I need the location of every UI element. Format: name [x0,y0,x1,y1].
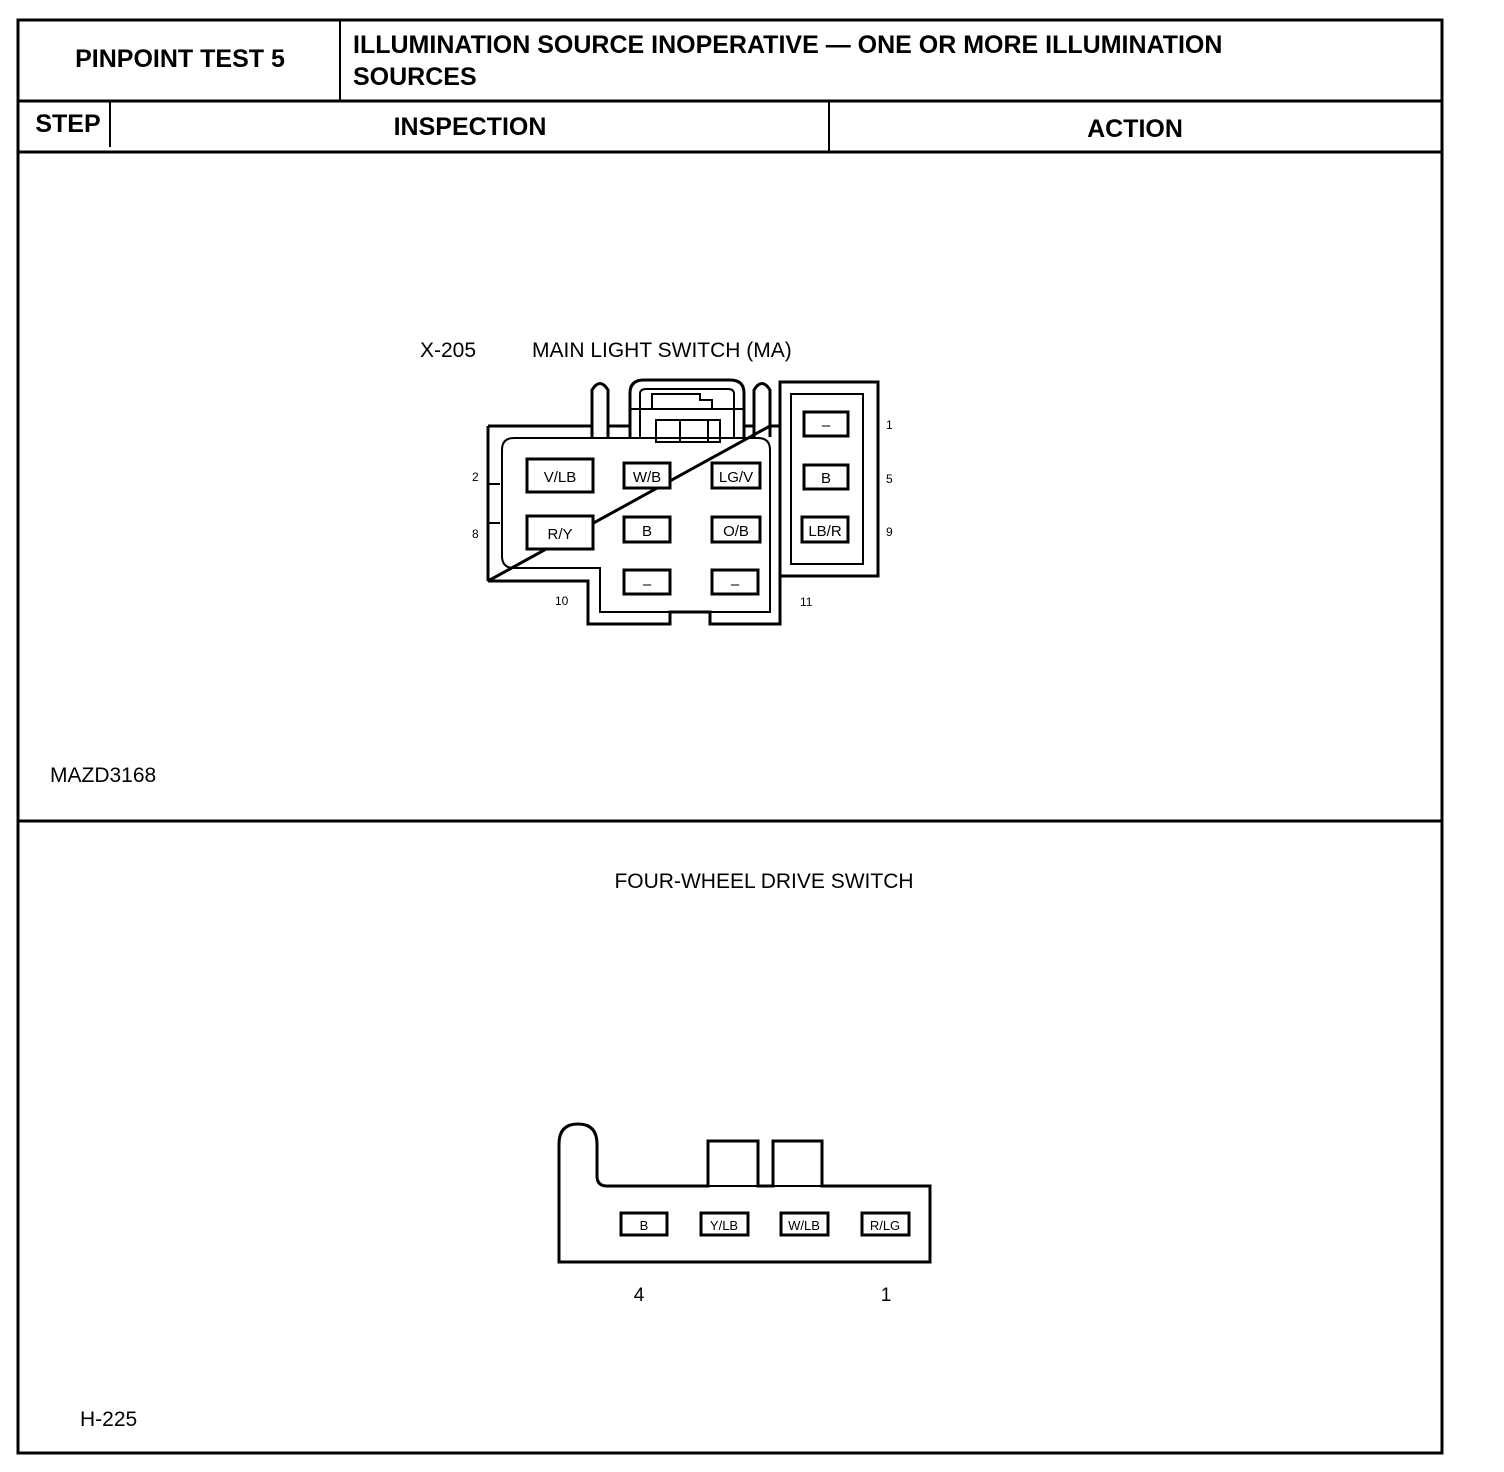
pin-label: LG/V [718,469,754,486]
pin-label: – [730,576,740,593]
pin-number-10: 10 [555,594,569,608]
pin-number-2: 2 [472,470,479,484]
column-inspection: INSPECTION [393,113,547,141]
pin-number-left: 4 [633,1285,645,1306]
pin-label: Y/LB [709,1218,739,1233]
pin-number-5: 5 [886,472,893,486]
pin [701,1213,748,1235]
title-line-2: SOURCES [353,63,477,91]
column-action: ACTION [1087,115,1183,143]
pin [624,463,670,488]
pin-number-9: 9 [886,525,893,539]
figure-id: MAZD3168 [50,764,157,787]
main-light-switch-connector [50,339,893,787]
pin-label: V/LB [543,469,577,486]
connector-id: X-205 [420,339,477,362]
pin [804,412,848,436]
pin-label: – [642,576,652,593]
connector-name: MAIN LIGHT SWITCH (MA) [532,339,792,362]
pin [624,517,670,542]
pin-number-8: 8 [472,527,479,541]
pin [862,1213,909,1235]
pin-number-11: 11 [800,595,813,609]
pin-label: W/LB [788,1218,820,1233]
pin-label: LB/R [808,523,842,540]
pin-label: R/Y [547,526,573,543]
pin-label: B [820,470,832,487]
figure-id: H-225 [80,1408,138,1431]
four-wheel-drive-switch-connector [80,870,930,1431]
pin [712,463,760,488]
pin [621,1213,667,1235]
column-step: STEP [35,110,101,138]
pin [527,516,593,549]
pin-label: – [821,417,831,434]
pin-label: B [639,1218,649,1233]
pin [804,465,848,489]
test-label: PINPOINT TEST 5 [75,45,285,73]
latch-post-left [592,384,608,438]
pin-label: B [641,523,653,540]
table-frame [18,20,1442,1453]
pin [712,570,758,594]
pin-number-1: 1 [886,418,893,432]
pin-label: R/LG [869,1218,901,1233]
pin [624,570,670,594]
connector-name: FOUR-WHEEL DRIVE SWITCH [614,870,914,893]
title-line-1: ILLUMINATION SOURCE INOPERATIVE — ONE OR MORE ILLUMINATION [353,31,1223,59]
top-latch-tab [652,394,712,409]
pin-label: O/B [723,523,749,540]
pin [712,517,760,542]
pin [781,1213,828,1235]
pin [802,517,848,542]
pin-label: W/B [632,469,662,486]
housing-outer [559,1124,930,1262]
outer-border [18,20,1442,1453]
pin-number-right: 1 [880,1285,892,1306]
pin [527,459,593,492]
